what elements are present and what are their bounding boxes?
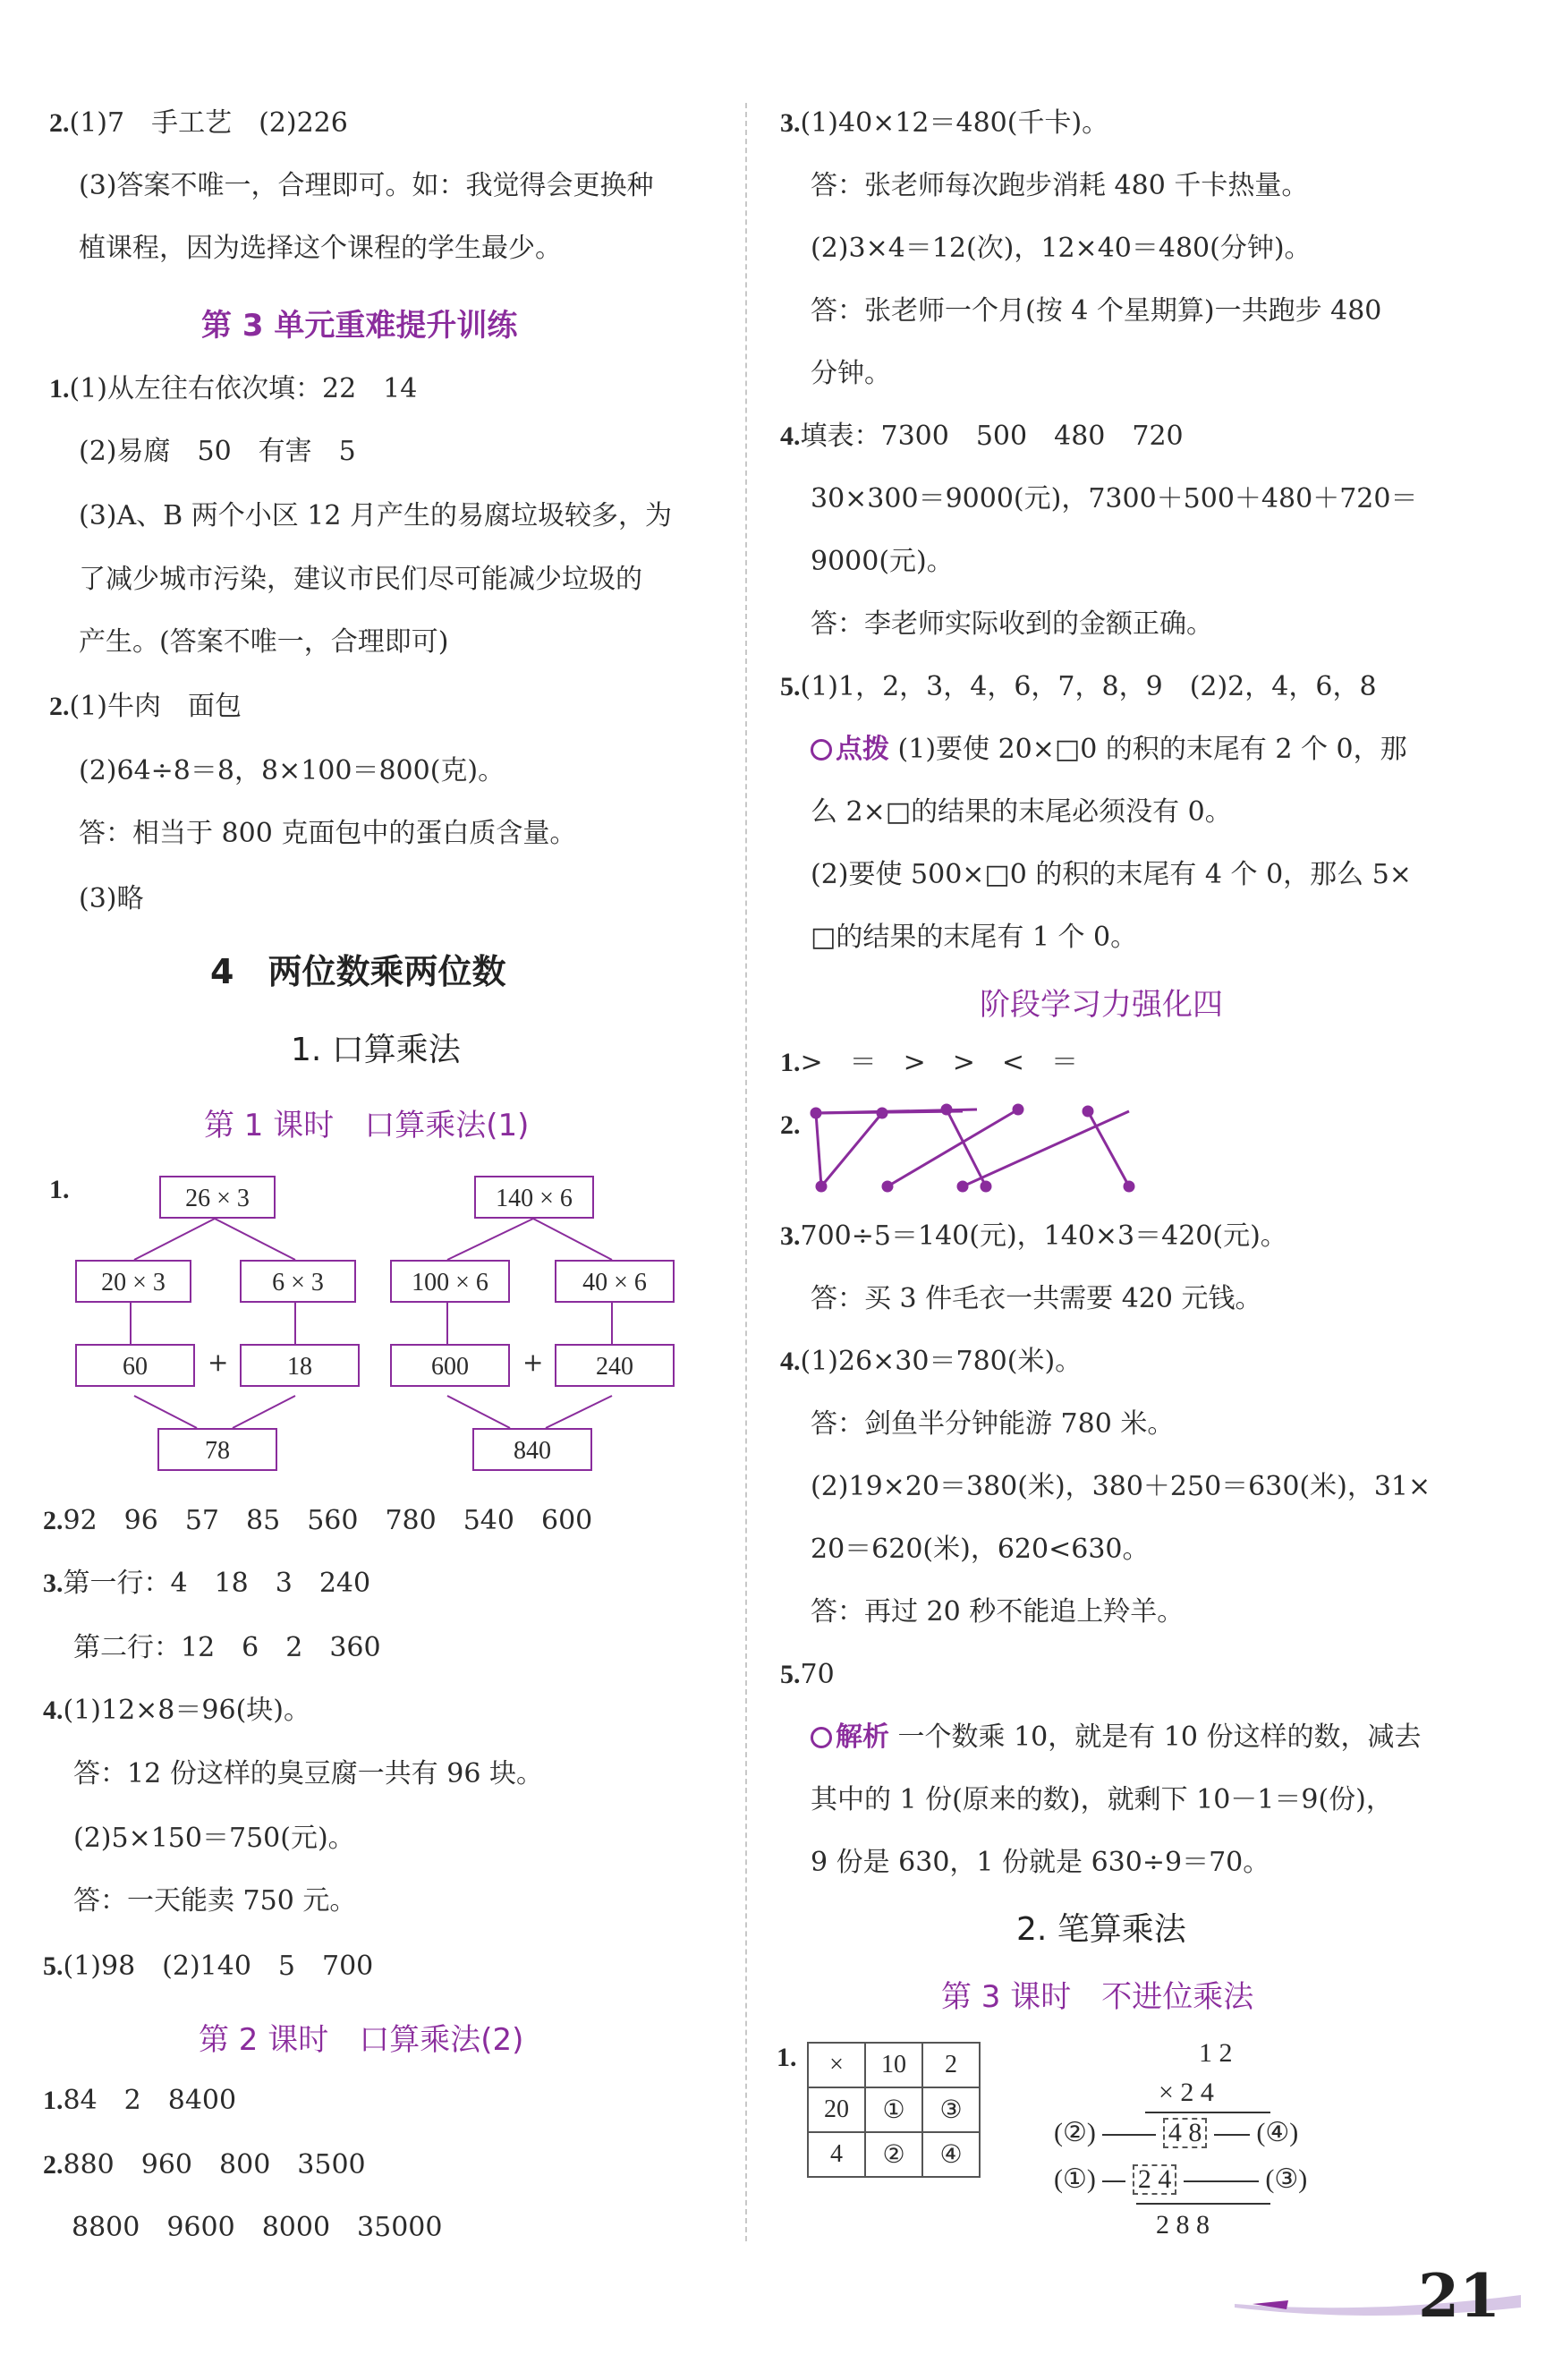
vertical-partial-1 [1054, 2117, 1298, 2148]
grid-cell: 10 [865, 2043, 922, 2087]
answer-line: 2.92 96 57 85 560 780 540 600 [43, 1505, 593, 1536]
answer-line: (3)答案不唯一，合理即可。如：我觉得会更换种 [79, 170, 654, 201]
answer-line: 第二行：12 6 2 360 [73, 1632, 381, 1663]
answer-line: 答：李老师实际收到的金额正确。 [811, 608, 1213, 640]
multiplication-grid [807, 2042, 981, 2178]
answer-line: 1. [777, 2043, 797, 2072]
answer-line: 5.(1)1，2，3，4，6，7，8，9 (2)2，4，6，8 [780, 671, 1377, 702]
tree1-top: 26 × 3 [159, 1176, 276, 1219]
tree2-right: 40 × 6 [555, 1260, 675, 1303]
answer-line: 解析 一个数乘 10，就是有 10 份这样的数，减去 [811, 1720, 1422, 1755]
answer-line: 答：一天能卖 750 元。 [73, 1885, 357, 1917]
chapter4-title: 4 两位数乘两位数 [210, 952, 506, 991]
answer-line: 答：12 份这样的臭豆腐一共有 96 块。 [73, 1758, 543, 1789]
answer-line: 4.填表：7300 500 480 720 [780, 421, 1184, 452]
tree1-right-value: 18 [240, 1344, 360, 1387]
answer-line: 2. [780, 1110, 801, 1140]
grid-cell: 2 [922, 2043, 980, 2087]
answer-line: (2)64÷8＝8，8×100＝800(克)。 [79, 755, 505, 786]
answer-line: 答：相当于 800 克面包中的蛋白质含量。 [79, 818, 577, 849]
matching-lines [796, 1097, 1172, 1213]
vertical-partial-2 [1054, 2163, 1307, 2195]
answer-line: 产生。(答案不唯一，合理即可) [79, 626, 449, 658]
arrow-line [1102, 2134, 1156, 2136]
tree2-left: 100 × 6 [390, 1260, 510, 1303]
lesson2-title: 第 2 课时 口算乘法(2) [199, 2022, 524, 2058]
tree2-right-value: 240 [555, 1344, 675, 1387]
tree1-left-value: 60 [75, 1344, 195, 1387]
answer-line: (2)5×150＝750(元)。 [73, 1823, 355, 1854]
partial-2-left: (①) [1054, 2164, 1096, 2194]
vertical-rule-2 [1136, 2201, 1270, 2206]
answer-line: 答：买 3 件毛衣一共需要 420 元钱。 [811, 1283, 1262, 1314]
grid-cell: 20 [808, 2087, 865, 2132]
answer-line: 9000(元)。 [811, 546, 954, 577]
vertical-row-1: 1 2 [1199, 2038, 1233, 2068]
answer-line: 8800 9600 8000 35000 [72, 2212, 443, 2243]
tree1-sum: 78 [157, 1428, 277, 1471]
tree1-plus: + [208, 1347, 229, 1377]
tree2-sum: 840 [472, 1428, 592, 1471]
grid-cell: 4 [808, 2132, 865, 2177]
grid-row [808, 2043, 980, 2087]
grid-cell: × [808, 2043, 865, 2087]
answer-line: 9 份是 630，1 份就是 630÷9＝70。 [811, 1847, 1270, 1878]
partial-1-left: (②) [1054, 2118, 1096, 2147]
answer-line: 5.(1)98 (2)140 5 700 [43, 1951, 374, 1982]
partial-1-product: 4 8 [1163, 2118, 1208, 2148]
grid-cell: ③ [922, 2087, 980, 2132]
answer-line: 答：再过 20 秒不能追上羚羊。 [811, 1596, 1185, 1628]
vertical-row-2: × 2 4 [1159, 2078, 1214, 2107]
vertical-rule-1 [1145, 2110, 1270, 2115]
grid-cell: ② [865, 2132, 922, 2177]
answer-line: □的结果的末尾有 1 个 0。 [811, 922, 1138, 953]
tree2-plus: + [522, 1347, 544, 1377]
arrow-line [1184, 2180, 1259, 2182]
answer-line: 1.84 2 8400 [43, 2085, 237, 2116]
lesson3-title: 第 3 课时 不进位乘法 [941, 1979, 1254, 2015]
answer-line: 3.(1)40×12＝480(千卡)。 [780, 107, 1109, 139]
answer-line: (2)要使 500×□0 的积的末尾有 4 个 0，那么 5× [811, 859, 1412, 890]
analysis-tag: 解析 [811, 1721, 889, 1753]
tree2-left-value: 600 [390, 1344, 510, 1387]
analysis-icon [811, 1727, 832, 1748]
answer-line: (3)A、B 两个小区 12 月产生的易腐垃圾较多，为 [79, 500, 672, 531]
tree1-left: 20 × 3 [75, 1260, 191, 1303]
grid-cell: ④ [922, 2132, 980, 2177]
answer-line: 答：剑鱼半分钟能游 780 米。 [811, 1408, 1175, 1440]
answer-line: 1.(1)从左往右依次填：22 14 [49, 373, 418, 404]
column-divider [745, 103, 747, 2241]
answer-line: 3.700÷5＝140(元)，140×3＝420(元)。 [780, 1220, 1287, 1252]
answer-line: 答：张老师每次跑步消耗 480 千卡热量。 [811, 170, 1309, 201]
answer-line: 2.(1)牛肉 面包 [49, 691, 242, 722]
answer-line: 2.880 960 800 3500 [43, 2149, 366, 2180]
page-number: 21 [1418, 2261, 1500, 2331]
tree1-right: 6 × 3 [240, 1260, 356, 1303]
answer-line: 么 2×□的结果的末尾必须没有 0。 [811, 796, 1232, 828]
answer-line: 4.(1)12×8＝96(块)。 [43, 1695, 310, 1726]
answer-line: 30×300＝9000(元)，7300＋500＋480＋720＝ [811, 483, 1418, 514]
partial-1-right: (④) [1256, 2118, 1299, 2147]
answer-line: 1. [49, 1175, 70, 1204]
answer-line: 3.第一行：4 18 3 240 [43, 1568, 371, 1599]
answer-line: 20＝620(米)，620<630。 [811, 1534, 1150, 1565]
section1-title: 1. 口算乘法 [291, 1032, 461, 1068]
partial-2-right: (③) [1265, 2164, 1308, 2194]
section2-title: 2. 笔算乘法 [1016, 1911, 1186, 1948]
arrow-line [1214, 2134, 1250, 2136]
answer-line: (2)3×4＝12(次)，12×40＝480(分钟)。 [811, 233, 1312, 264]
unit3-title: 第 3 单元重难提升训练 [201, 308, 518, 344]
lesson1-title: 第 1 课时 口算乘法(1) [204, 1108, 530, 1143]
answer-line: (2)易腐 50 有害 5 [79, 436, 356, 467]
answer-line: 2.(1)7 手工艺 (2)226 [49, 107, 348, 139]
answer-line: 植课程，因为选择这个课程的学生最少。 [79, 233, 562, 264]
answer-line: (2)19×20＝380(米)，380＋250＝630(米)，31× [811, 1471, 1431, 1502]
answer-line: 其中的 1 份(原来的数)，就剩下 10－1＝9(份)， [811, 1784, 1393, 1815]
tree2-top: 140 × 6 [474, 1176, 594, 1219]
partial-2-product: 2 4 [1133, 2164, 1177, 2195]
tip-icon [811, 739, 832, 761]
answer-line: 5.70 [780, 1659, 835, 1690]
vertical-result: 2 8 8 [1156, 2210, 1210, 2240]
answer-line: 1.> ＝ > > < ＝ [780, 1047, 1079, 1078]
tip-tag: 点拨 [811, 734, 889, 765]
stage-title: 阶段学习力强化四 [980, 987, 1223, 1023]
answer-line: (3)略 [79, 883, 144, 914]
answer-line: 4.(1)26×30＝780(米)。 [780, 1346, 1083, 1377]
grid-row [808, 2087, 980, 2132]
answer-line: 了减少城市污染，建议市民们尽可能减少垃圾的 [79, 564, 642, 595]
grid-cell: ① [865, 2087, 922, 2132]
answer-line: 点拨 (1)要使 20×□0 的积的末尾有 2 个 0，那 [811, 732, 1407, 768]
grid-row [808, 2132, 980, 2177]
arrow-line [1102, 2180, 1125, 2182]
answer-line: 分钟。 [811, 358, 891, 389]
answer-line: 答：张老师一个月(按 4 个星期算)一共跑步 480 [811, 295, 1382, 327]
